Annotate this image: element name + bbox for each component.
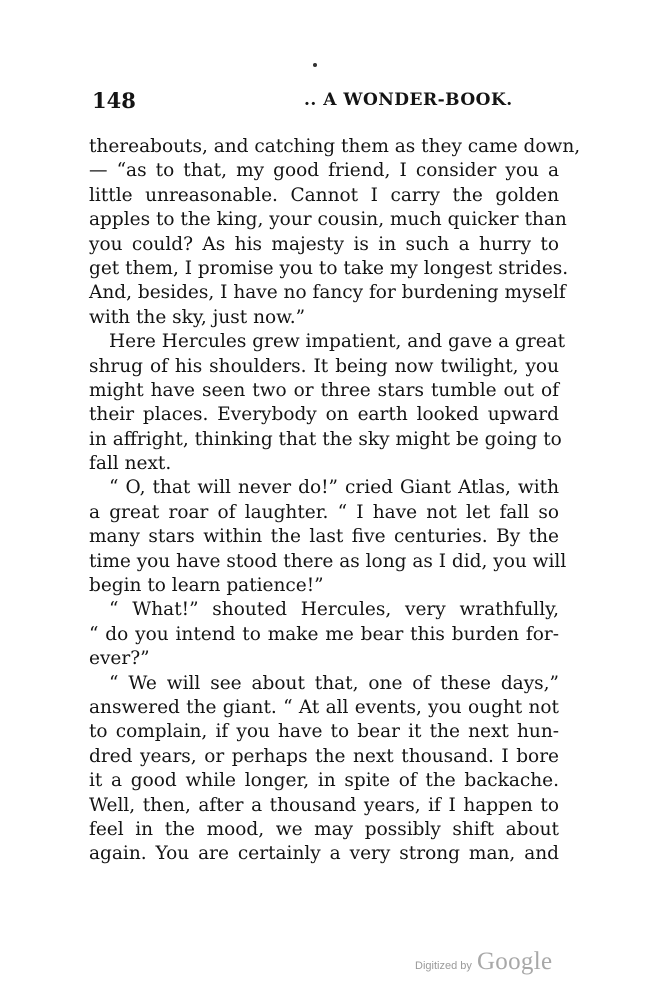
text-line: — “as to that, my good friend, I consider you a [89,160,559,182]
text-line: little unreasonable. Cannot I carry the golden [89,184,559,206]
text-line: again. You are certainly a very strong man, and [89,843,559,865]
text-line: answered the giant. “ At all events, you ought not [89,696,559,718]
text-line: time you have stood there as long as I did, you will [89,550,567,572]
text-line: many stars within the last five centuries. By the [89,526,559,548]
text-line: “ do you intend to make me bear this burden for- [89,623,559,645]
page-number: 148 [92,88,136,113]
text-line: shrug of his shoulders. It being now twilight, you [89,355,559,377]
text-line: “ We will see about that, one of these days,” [109,672,559,694]
google-logo: Google [476,948,553,975]
digitized-by-label: Digitized by [415,960,472,972]
digitization-watermark [415,948,552,978]
text-line: begin to learn patience!” [89,575,324,597]
text-line: their places. Everybody on earth looked upward [89,404,559,426]
paragraph [89,672,559,867]
text-line: you could? As his majesty is in such a hurry to [89,233,559,255]
text-line: ever?” [89,648,150,670]
text-line: a great roar of laughter. “ I have not let fall so [89,501,559,523]
text-line: it a good while longer, in spite of the backache. [89,770,559,792]
text-line: thereabouts, and catching them as they came down, [89,136,581,157]
text-line: get them, I promise you to take my longest strides. [89,257,569,279]
paragraph [89,135,581,330]
text-line: “ What!” shouted Hercules, very wrathfully, [109,599,559,621]
text-line: to complain, if you have to bear it the next hun- [89,721,559,743]
text-line: feel in the mood, we may possibly shift about [89,818,559,840]
ink-speck [313,63,317,67]
text-line: And, besides, I have no fancy for burdening myself [89,282,566,304]
paragraph [89,330,566,476]
body-text [89,135,581,867]
text-line: Well, then, after a thousand years, if I happen to [89,794,559,816]
text-line: in affright, thinking that the sky might be going to [89,428,562,450]
running-head: .. A WONDER-BOOK. [304,90,513,110]
paragraph [89,476,567,598]
paragraph [89,598,559,671]
text-line: with the sky, just now.” [89,306,306,328]
text-line: fall next. [89,453,172,475]
text-line: apples to the king, your cousin, much quicker than [89,209,567,231]
text-line: might have seen two or three stars tumble out of [89,379,559,401]
text-line: dred years, or perhaps the next thousand. I bore [89,745,559,767]
text-line: Here Hercules grew impatient, and gave a great [109,331,566,353]
page-header [92,88,558,118]
text-line: “ O, that will never do!” cried Giant Atlas, with [109,477,559,499]
